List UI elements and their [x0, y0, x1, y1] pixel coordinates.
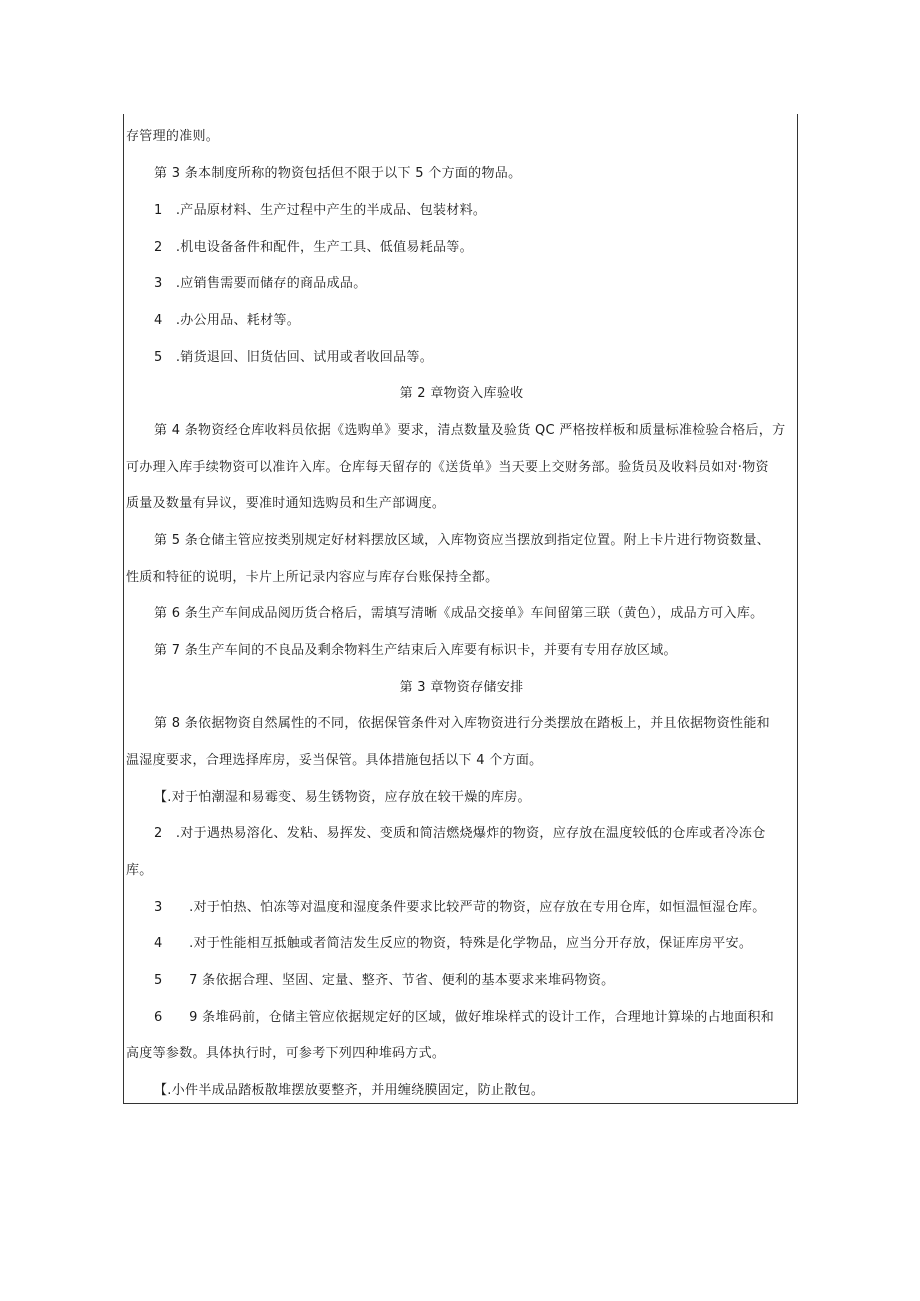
- text-line: 第 8 条依据物资自然属性的不同，依据保管条件对入库物资进行分类摆放在踏板上，并且依据物资性能和: [154, 716, 770, 731]
- list-item: 5 7 条依据合理、坚固、定量、整齐、节省、便利的基本要求来堆码物资。: [154, 973, 615, 988]
- list-item: 3 .对于怕热、怕冻等对温度和湿度条件要求比较严苛的物资，应存放在专用仓库，如恒温恒湿仓库。: [154, 900, 766, 915]
- list-item: 【.对于怕潮湿和易霉变、易生锈物资，应存放在较干燥的库房。: [154, 790, 531, 805]
- list-item: 4 .办公用品、耗材等。: [154, 313, 301, 328]
- list-item: 3 .应销售需要而储存的商品成品。: [154, 276, 367, 291]
- list-item: 4 .对于性能相互抵触或者简洁发生反应的物资，特殊是化学物品，应当分开存放，保证库房平安。: [154, 936, 753, 951]
- text-line: 第 6 条生产车间成品阅历货合格后，需填写清晰《成品交接单》车间留第三联（黄色），成品方可入库。: [154, 606, 764, 621]
- document-frame: [123, 114, 798, 1104]
- text-line: 可办理入库手续物资可以准许入库。仓库每天留存的《送货单》当天要上交财务部。验货员及收料员如对·物资: [126, 460, 769, 475]
- list-item: 5 .销货退回、旧货估回、试用或者收回品等。: [154, 350, 434, 365]
- text-line: 质量及数量有异议，要准时通知选购员和生产部调度。: [126, 496, 446, 511]
- text-line: 第 4 条物资经仓库收料员依据《选购单》要求，清点数量及验货 QC 严格按样板和质量标准检验合格后，方: [154, 423, 786, 438]
- text-line: 高度等参数。具体执行时，可参考下列四种堆码方式。: [126, 1046, 446, 1061]
- text-line: 性质和特征的说明，卡片上所记录内容应与库存台账保持全都。: [126, 570, 499, 585]
- text-line: 库。: [126, 863, 153, 878]
- chapter-heading: 第 2 章物资入库验收: [399, 386, 524, 401]
- text-line: 第 7 条生产车间的不良品及剩余物料生产结束后入库要有标识卡，并要有专用存放区域。: [154, 643, 677, 658]
- list-item: 【.小件半成品踏板散堆摆放要整齐，并用缠绕膜固定，防止散包。: [154, 1083, 545, 1098]
- list-item: 2 .机电设备备件和配件，生产工具、低值易耗品等。: [154, 240, 473, 255]
- text-line: 温湿度要求，合理选择库房，妥当保管。具体措施包括以下 4 个方面。: [126, 753, 543, 768]
- text-line: 第 3 条本制度所称的物资包括但不限于以下 5 个方面的物品。: [154, 166, 522, 181]
- text-line: 存管理的准则。: [126, 129, 220, 144]
- list-item: 2 .对于遇热易溶化、发粘、易挥发、变质和简洁燃烧爆炸的物资，应存放在温度较低的仓库或者冷冻仓: [154, 826, 766, 841]
- list-item: 1 .产品原材料、生产过程中产生的半成品、包装材料。: [154, 203, 487, 218]
- list-item: 6 9 条堆码前，仓储主管应依据规定好的区域，做好堆垛样式的设计工作，合理地计算垛的占地面积和: [154, 1010, 775, 1025]
- text-line: 第 5 条仓储主管应按类别规定好材料摆放区域，入库物资应当摆放到指定位置。附上卡片进行物资数量、: [154, 533, 770, 548]
- chapter-heading: 第 3 章物资存储安排: [399, 680, 524, 695]
